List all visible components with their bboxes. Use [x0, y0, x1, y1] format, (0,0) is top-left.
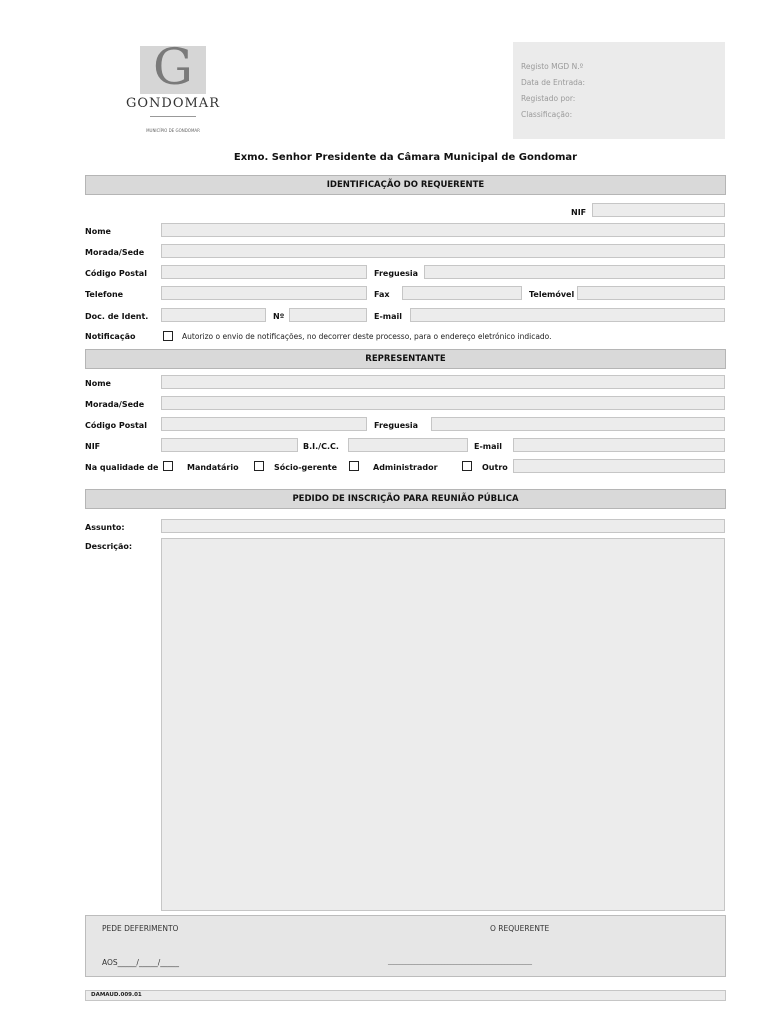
rep-bi-label: B.I./C.C.: [303, 442, 339, 451]
signature-line[interactable]: ________________________________________________: [388, 958, 532, 965]
qualidade-label: Na qualidade de: [85, 463, 159, 472]
registry-box: [513, 42, 725, 139]
rep-nif-label: NIF: [85, 442, 101, 451]
pede-deferimento: PEDE DEFERIMENTO: [102, 924, 179, 933]
assunto-field[interactable]: [161, 519, 725, 533]
section-header-request: PEDIDO DE INSCRIÇÃO PARA REUNIÃO PÚBLICA: [85, 489, 726, 509]
nif-field[interactable]: [592, 203, 725, 217]
logo-name: GONDOMAR: [126, 96, 220, 111]
addressee: Exmo. Senhor Presidente da Câmara Municipal de Gondomar: [233, 152, 578, 163]
mandatario-checkbox[interactable]: [163, 461, 173, 471]
socio-gerente-checkbox[interactable]: [254, 461, 264, 471]
logo: [118, 38, 228, 136]
codigo-postal-field[interactable]: [161, 265, 367, 279]
fax-field[interactable]: [402, 286, 522, 300]
telefone-field[interactable]: [161, 286, 367, 300]
registry-by: Registado por:: [521, 94, 576, 103]
doc-ident-label: Doc. de Ident.: [85, 312, 149, 321]
logo-divider: [150, 116, 196, 117]
freguesia-field[interactable]: [424, 265, 725, 279]
morada-label: Morada/Sede: [85, 248, 145, 257]
administrador-checkbox[interactable]: [349, 461, 359, 471]
logo-tagline: MUNICÍPIO DE GONDOMAR: [146, 128, 200, 133]
codigo-postal-label: Código Postal: [85, 269, 147, 278]
outro-label: Outro: [482, 463, 508, 472]
morada-field[interactable]: [161, 244, 725, 258]
email-field[interactable]: [410, 308, 725, 322]
assunto-label: Assunto:: [85, 523, 125, 532]
registry-number: Registo MGD N.º: [521, 62, 584, 71]
requerente-label: O REQUERENTE: [490, 924, 550, 933]
doc-ident-field[interactable]: [161, 308, 266, 322]
logo-letter: G: [153, 38, 193, 96]
doc-number-label: Nº: [273, 312, 285, 321]
notificacao-checkbox[interactable]: [163, 331, 173, 341]
rep-nif-field[interactable]: [161, 438, 298, 452]
notificacao-label: Notificação: [85, 332, 136, 341]
email-label: E-mail: [374, 312, 403, 321]
rep-codigo-postal-field[interactable]: [161, 417, 367, 431]
document-code-bar: [85, 990, 726, 1001]
outro-field[interactable]: [513, 459, 725, 473]
telefone-label: Telefone: [85, 290, 124, 299]
registry-classification: Classificação:: [521, 110, 573, 119]
fax-label: Fax: [374, 290, 390, 299]
nome-field[interactable]: [161, 223, 725, 237]
rep-codigo-postal-label: Código Postal: [85, 421, 147, 430]
freguesia-label: Freguesia: [374, 269, 419, 278]
nome-label: Nome: [85, 227, 111, 236]
nif-label: NIF: [571, 208, 587, 217]
rep-morada-field[interactable]: [161, 396, 725, 410]
descricao-label: Descrição:: [85, 542, 133, 551]
document-code: DAMAUD.009.01: [91, 992, 142, 998]
telemovel-label: Telemóvel: [529, 290, 575, 299]
rep-freguesia-field[interactable]: [431, 417, 725, 431]
signature-box: [85, 915, 726, 977]
date-line[interactable]: AOS_____/_____/_____: [102, 958, 179, 967]
telemovel-field[interactable]: [577, 286, 725, 300]
notificacao-text: Autorizo o envio de notificações, no decorrer deste processo, para o endereço eletrónico indicado.: [182, 332, 552, 341]
registry-date: Data de Entrada:: [521, 78, 586, 87]
doc-number-field[interactable]: [289, 308, 367, 322]
rep-morada-label: Morada/Sede: [85, 400, 145, 409]
rep-email-field[interactable]: [513, 438, 725, 452]
section-header-identification: IDENTIFICAÇÃO DO REQUERENTE: [85, 175, 726, 195]
socio-gerente-label: Sócio-gerente: [274, 463, 338, 472]
descricao-textarea[interactable]: [161, 538, 725, 911]
rep-email-label: E-mail: [474, 442, 503, 451]
rep-freguesia-label: Freguesia: [374, 421, 419, 430]
outro-checkbox[interactable]: [462, 461, 472, 471]
rep-nome-field[interactable]: [161, 375, 725, 389]
rep-nome-label: Nome: [85, 379, 111, 388]
administrador-label: Administrador: [373, 463, 438, 472]
mandatario-label: Mandatário: [187, 463, 239, 472]
rep-bi-field[interactable]: [348, 438, 468, 452]
section-header-representative: REPRESENTANTE: [85, 349, 726, 369]
